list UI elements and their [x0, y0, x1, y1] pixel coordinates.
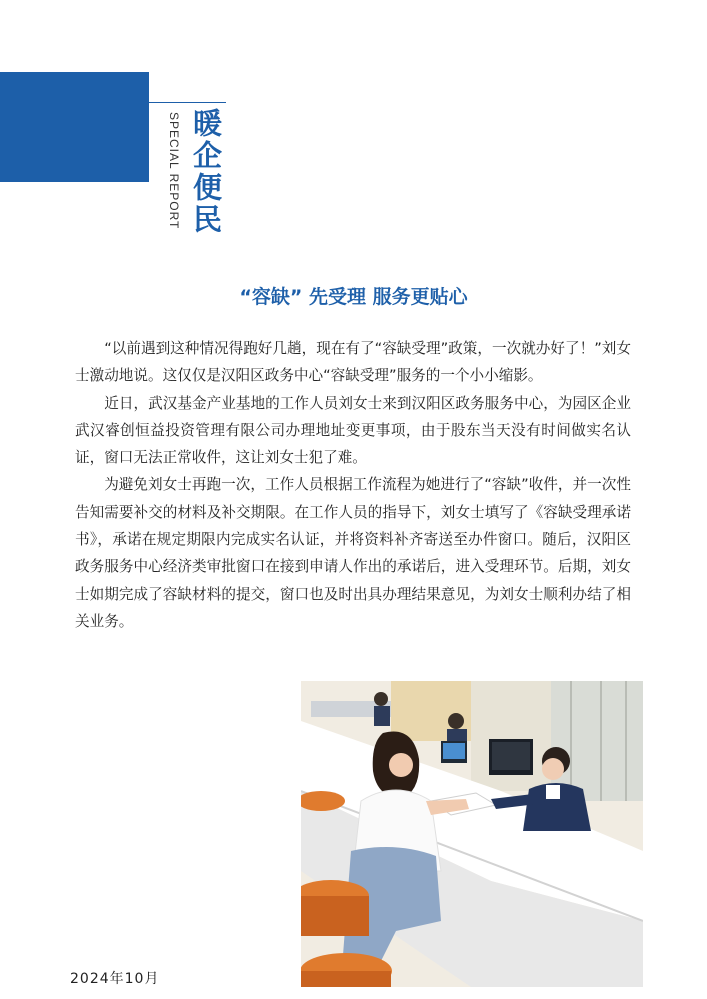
article-paragraph: “以前遇到这种情况得跑好几趟，现在有了“容缺受理”政策，一次就办好了！”刘女士激动地说。这仅仅是汉阳区政务中心“容缺受理”服务的一个小小缩影。: [75, 340, 631, 385]
article-body: [75, 335, 631, 635]
article-paragraph: 近日，武汉基金产业基地的工作人员刘女士来到汉阳区政务服务中心，为园区企业武汉睿创恒益投资管理有限公司办理地址变更事项，由于股东当天没有时间做实名认证，窗口无法正常收件，这让刘女士犯了难。: [75, 394, 631, 467]
issue-date: 2024年10月: [70, 971, 160, 987]
header-blue-block: [0, 72, 149, 182]
section-label-en: SPECIAL REPORT: [167, 112, 181, 230]
section-title: 暖企便民: [189, 108, 223, 236]
article-headline: “容缺” 先受理 服务更贴心: [239, 286, 468, 308]
service-counter-photo: [301, 681, 643, 987]
article-paragraph: 为避免刘女士再跑一次，工作人员根据工作流程为她进行了“容缺”收件，并一次性告知需要补交的材料及补交期限。在工作人员的指导下，刘女士填写了《容缺受理承诺书》，承诺在规定期限内完成实名认证，并将资料补齐寄送至办件窗口。随后，汉阳区政务服务中心经济类审批窗口在接到申请人作出的承诺后，进入受理环节。后期，刘女士如期完成了容缺材料的提交，窗口也及时出具办理结果意见，为刘女士顺利办结了相关业务。: [75, 476, 631, 630]
header-rule: [149, 102, 226, 103]
